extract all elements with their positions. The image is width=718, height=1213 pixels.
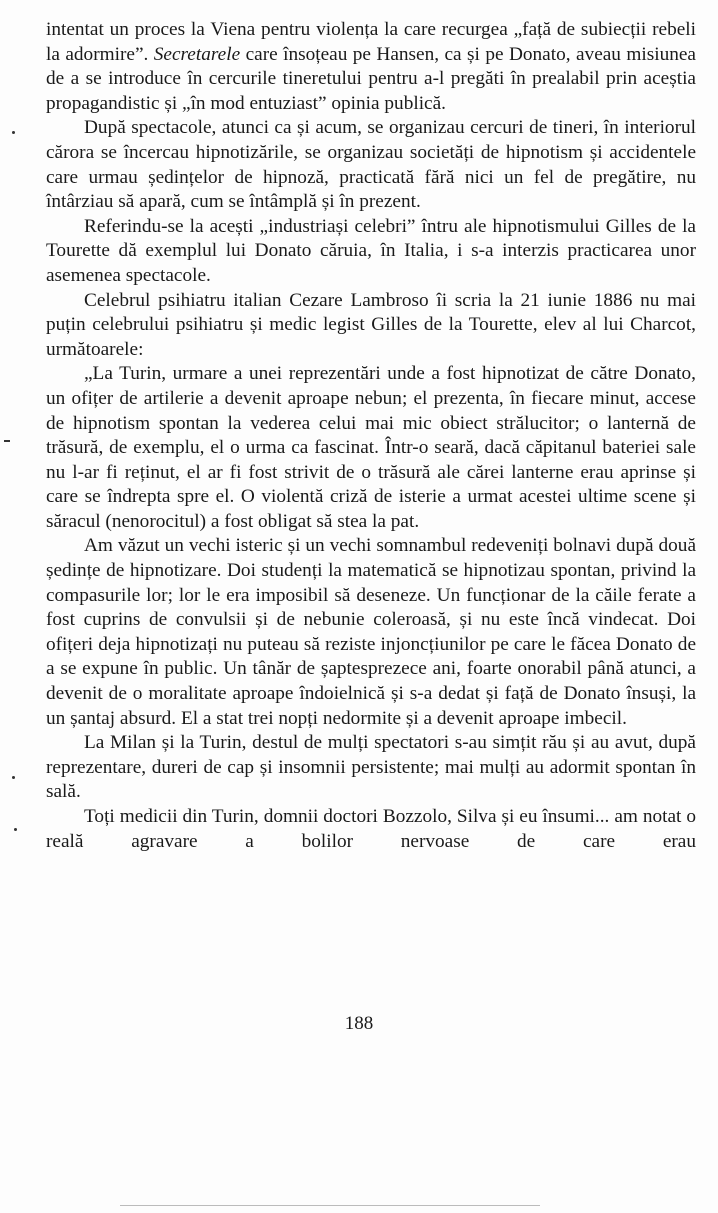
text-run: Celebrul psihiatru italian Cezare Lambroso îi scria la 21 iunie 1886 nu mai puțin celebrului psihiatru și medic legist Gilles de la Tourette, elev al lui Charcot, următoarele: <box>46 289 696 360</box>
scan-speck <box>14 828 17 831</box>
scan-speck <box>12 776 15 779</box>
paragraph-5-quote <box>46 362 696 534</box>
text-run: La Milan și la Turin, destul de mulți spectatori s-au simțit rău și au avut, după reprezentare, dureri de cap și insomnii persistente; mai mulți au adormit spontan în sală. <box>46 732 696 803</box>
text-run: Toți medicii din Turin, domnii doctori Bozzolo, Silva și eu însumi... am notat o reală agravare a bolilor nervoase de care erau <box>46 806 696 852</box>
paragraph-4 <box>46 289 696 363</box>
text-run: Am văzut un vechi isteric și un vechi somnambul redeveniți bolnavi după două ședințe de hipnotizare. Doi studenți la matematică se hipnotizau spontan, privind la compasurile lor; lor le era imposibil să deseneze. Un funcționar de la căile ferate a fost cuprins de convulsii și de nebunie coleroasă, și nu este încă vindecat. Doi ofițeri deja hipnotizați nu puteau să reziste injoncțiunilor pe care le făcea Donato de a se expune în public. Un tânăr de șaptesprezece ani, foarte onorabil până atunci, a devenit de o moralitate aproape îndoielnică și s-a dedat și față de Donato însuși, la un șantaj absurd. El a stat trei nopți nedormite și a devenit aproape imbecil. <box>46 535 696 729</box>
text-run: care însoțeau pe Hansen, ca și pe Donato, aveau misiunea de a se introduce în cercurile tineretului pentru a-l pregăti în prealabil prin aceștia propagandistic și „în mod entuziast” opinia publică. <box>46 43 696 114</box>
page-number: 188 <box>344 1013 374 1034</box>
text-run: După spectacole, atunci ca și acum, se organizau cercuri de tineri, în interiorul cărora se încercau hipnotizările, se organizau societăți de hipnotism și accidentele care urmau ședințelor de hipnoză, practicată fără nici un fel de pregătire, nu întârziau să apară, cum se întâmplă și în prezent. <box>46 117 696 213</box>
text-run: intentat un proces la Viena pentru violența la care recurgea „față de subiecții rebeli la adormire”. <box>46 19 696 65</box>
paragraph-1 <box>46 18 696 116</box>
paragraph-3 <box>46 215 696 289</box>
text-run: Referindu-se la acești „industriași celebri” întru ale hipnotismului Gilles de la Tourette dă exemplul lui Donato căruia, în Italia, i s-a interzis practicarea unor asemenea spectacole. <box>46 215 696 286</box>
text-run: „La Turin, urmare a unei reprezentări unde a fost hipnotizat de către Donato, un ofițer de artilerie a devenit aproape nebun; el prezenta, în fiecare minut, accese de hipnotism spontan la vederea celui mai mic obiect strălucitor; o lanternă de trăsură, de exemplu, el o urma ca fascinat. Într-o seară, dacă căpitanul bateriei sale nu l-ar fi reținut, el ar fi fost strivit de o trăsură ale cărei lanterne erau aprinse și care se îndrepta spre el. O violentă criză de isterie a urmat acestei ultime scene și săracul (nenorocitul) a fost obligat să stea la pat. <box>46 363 696 532</box>
paragraph-2 <box>46 116 696 214</box>
italic-run: Secretarele <box>153 43 241 65</box>
scan-speck <box>4 440 10 442</box>
paragraph-7 <box>46 731 696 805</box>
body-text <box>46 18 696 854</box>
paragraph-8 <box>46 805 696 854</box>
paragraph-6 <box>46 534 696 731</box>
scan-speck <box>12 131 15 134</box>
page-bottom-edge <box>120 1205 540 1206</box>
